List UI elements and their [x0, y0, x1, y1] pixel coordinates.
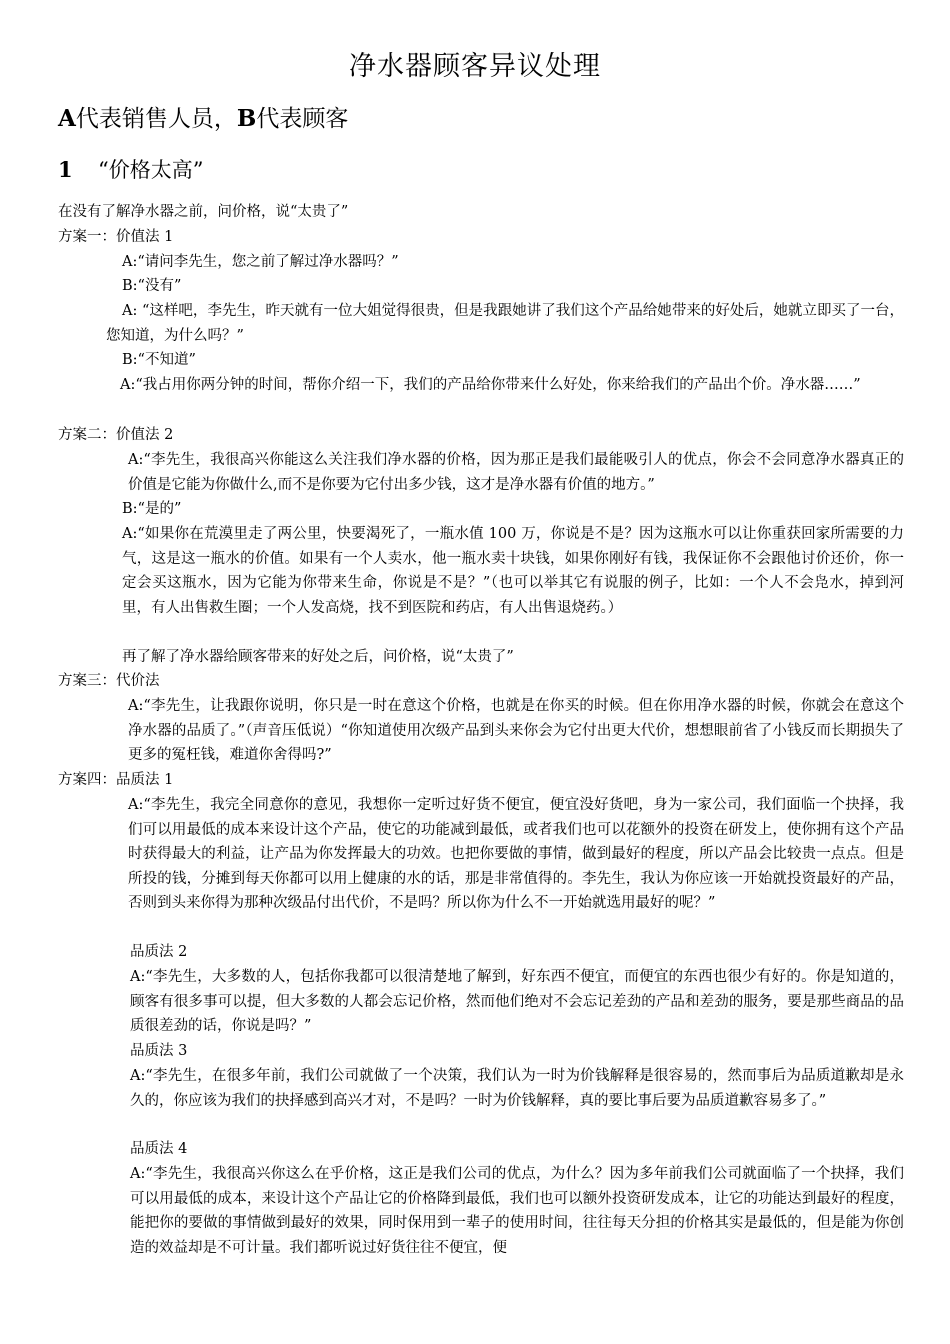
- role-b-letter: B: [236, 105, 257, 132]
- plan-3-label: 方案三：代价法: [58, 673, 160, 689]
- plan-1-line-d: B:“不知道”: [122, 352, 196, 368]
- plan-1-line-e: A:“我占用你两分钟的时间，帮你介绍一下，我们的产品给你带来什么好处，你来给我们的产品出个价。净水器……”: [120, 377, 861, 393]
- plan-1-line-b: B:“没有”: [122, 278, 182, 294]
- plan-4-line-a: A:“李先生，我完全同意你的意见，我想你一定听过好货不便宜，便宜没好货吧，身为一家公司，我们面临一个抉择，我们可以用最低的成本来设计这个产品，使它的功能减到最低，或者我们也可以花额外的投资在研发上，使你拥有这个产品时获得最大的利益，让产品为你发挥最大的功效。也把你要做的事情，做到最好的程度，所以产品会比较贵一点点。但是所投的钱，分摊到每天你都可以用上健康的水的话，那是非常值得的。李先生，我认为你应该一开始就投资最好的产品，否则到头来你得为那种次级品付出代价，不是吗？所以你为什么不一开始就选用最好的呢？”: [128, 797, 904, 912]
- plan-3-line-a: A:“李先生，让我跟你说明，你只是一时在意这个价格，也就是在你买的时候。但在你用净水器的时候，你就会在意这个净水器的品质了。”（声音压低说）“你知道使用次级产品到头来你会为它付出更大代价，想想眼前省了小钱反而长期损失了更多的冤枉钱，难道你舍得吗?”: [128, 698, 904, 764]
- section-heading: [58, 156, 203, 184]
- context-line: 在没有了解净水器之前，问价格，说“太贵了”: [58, 204, 349, 220]
- plan-2-line-c: A:“如果你在荒漠里走了两公里，快要渴死了，一瓶水值 100 万，你说是不是？因为这瓶水可以让你重获回家所需要的力气，这是这一瓶水的价值。如果有一个人卖水，他一瓶水卖十块钱，如果你刚好有钱，我保证你不会跟他讨价还价，你一定会买这瓶水，因为它能为你带来生命，你说是不是？”（也可以举其它有说服的例子，比如：一个人不会凫水，掉到河里，有人出售救生圈；一个人发高烧，找不到医院和药店，有人出售退烧药。）: [122, 526, 904, 616]
- quality-3-label: 品质法 3: [130, 1043, 188, 1059]
- plan-2-line-a: A:“李先生，我很高兴你能这么关注我们净水器的价格，因为那正是我们最能吸引人的优点，你会不会同意净水器真正的价值是它能为你做什么,而不是你要为它付出多少钱，这才是净水器有价值的地方。”: [128, 452, 904, 493]
- plan-1-label: 方案一：价值法 1: [58, 229, 174, 245]
- plan-2-line-b: B:“是的”: [122, 501, 182, 517]
- quality-3-line-a: A:“李先生，在很多年前，我们公司就做了一个决策，我们认为一时为价钱解释是很容易的，然而事后为品质道歉却是永久的，你应该为我们的抉择感到高兴才对，不是吗？一时为价钱解释，真的要比事后要为品质道歉容易多了。”: [130, 1068, 904, 1109]
- plan-2-label: 方案二：价值法 2: [58, 427, 174, 443]
- quality-2-label: 品质法 2: [130, 944, 188, 960]
- quality-4-line-a: A:“李先生，我很高兴你这么在乎价格，这正是我们公司的优点，为什么？因为多年前我们公司就面临了一个抉择，我们可以用最低的成本，来设计这个产品让它的价格降到最低，我们也可以额外投资研发成本，让它的功能达到最好的程度，能把你的要做的事情做到最好的效果，同时保用到一辈子的使用时间，往往每天分担的价格其实是最低的，但是能为你创造的效益却是不可计量。我们都听说过好货往往不便宜，便: [130, 1166, 904, 1256]
- quality-4-label: 品质法 4: [130, 1141, 188, 1157]
- plan-1-line-c: A: “这样吧，李先生，昨天就有一位大姐觉得很贵，但是我跟她讲了我们这个产品给她带来的好处后，她就立即买了一台，您知道，为什么吗？”: [106, 303, 904, 344]
- plan-1-line-a: A:“请问李先生，您之前了解过净水器吗？”: [122, 254, 399, 270]
- role-legend-heading: [58, 104, 348, 134]
- document-title: 净水器顾客异议处理: [349, 51, 601, 82]
- section-number: 1: [58, 157, 73, 182]
- section-title: “价格太高”: [98, 158, 204, 182]
- role-a-text: 代表销售人员，: [75, 106, 237, 132]
- plan-2-line-d: 再了解了净水器给顾客带来的好处之后，问价格，说“太贵了”: [122, 649, 514, 665]
- role-b-text: 代表顾客: [256, 106, 349, 132]
- quality-2-line-a: A:“李先生，大多数的人，包括你我都可以很清楚地了解到，好东西不便宜，而便宜的东西也很少有好的。你是知道的，顾客有很多事可以提，但大多数的人都会忘记价格，然而他们绝对不会忘记差劲的产品和差劲的服务，要是那些商品的品质很差劲的话，你说是吗？”: [130, 969, 904, 1035]
- plan-4-label: 方案四：品质法 1: [58, 772, 174, 788]
- role-a-letter: A: [58, 105, 76, 132]
